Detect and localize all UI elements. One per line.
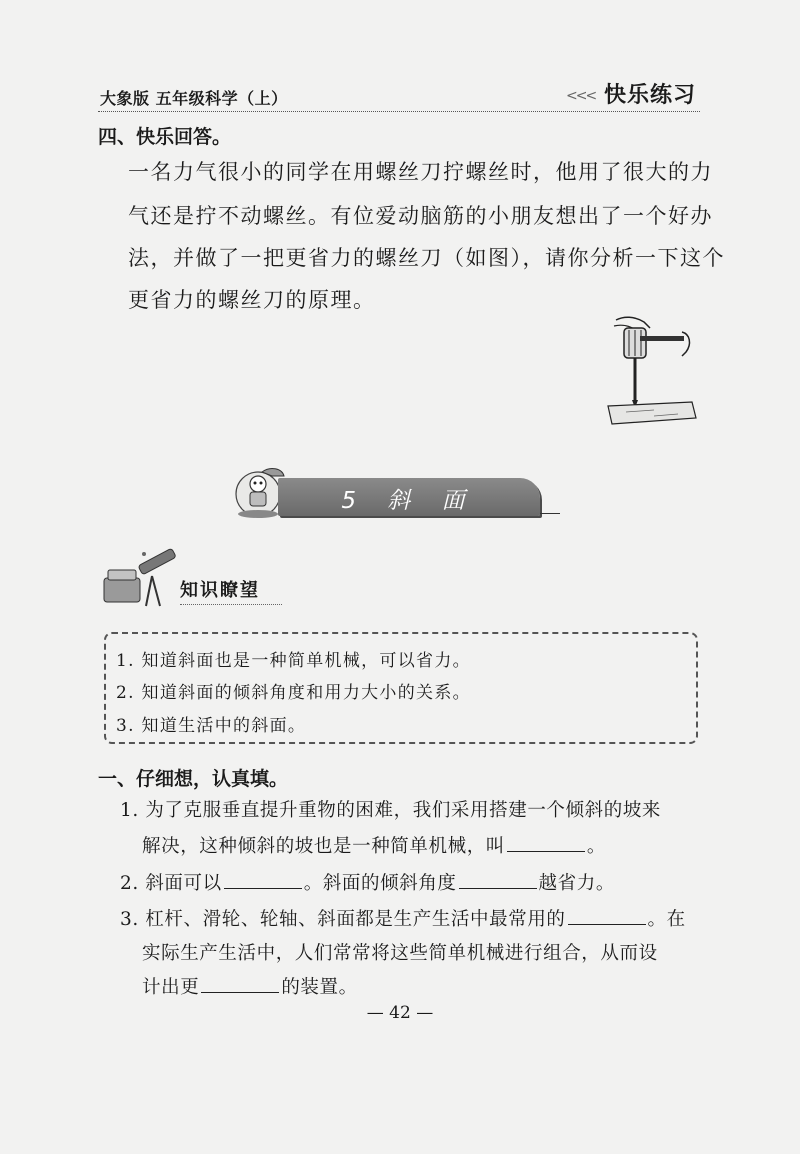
lesson-banner xyxy=(278,478,540,516)
question-1-line-1: 1. 为了克服垂直提升重物的困难，我们采用搭建一个倾斜的坡来 xyxy=(120,800,662,821)
question-3-line-3 xyxy=(142,969,358,1007)
question-3-line-3-end: 的装置。 xyxy=(281,977,358,998)
section-4-line-3: 法，并做了一把更省力的螺丝刀（如图），请你分析一下这个 xyxy=(128,246,725,270)
question-2 xyxy=(120,865,615,903)
series-title: 快乐练习 xyxy=(604,83,697,108)
knowledge-title: 知识瞭望 xyxy=(180,580,260,601)
page-number: — 42 — xyxy=(366,1003,434,1023)
section-4-line-1: 一名力气很小的同学在用螺丝刀拧螺丝时，他用了很大的力 xyxy=(128,160,713,184)
section-1-title: 一、仔细想，认真填。 xyxy=(98,768,289,790)
header-divider xyxy=(98,111,700,112)
screwdriver-illustration xyxy=(604,312,700,428)
question-3-end: 。在 xyxy=(647,909,686,930)
objective-item-2: 2. 知道斜面的倾斜角度和用力大小的关系。 xyxy=(116,683,471,703)
section-4-line-2: 气还是拧不动螺丝。有位爱动脑筋的小朋友想出了一个好办 xyxy=(128,204,713,228)
answer-blank-5[interactable] xyxy=(201,991,279,993)
answer-blank-3[interactable] xyxy=(459,887,537,889)
section-4-line-4: 更省力的螺丝刀的原理。 xyxy=(128,288,376,312)
objective-item-3: 3. 知道生活中的斜面。 xyxy=(116,716,307,736)
question-2-part-2: 。斜面的倾斜角度 xyxy=(303,873,457,894)
answer-blank-2[interactable] xyxy=(224,887,302,889)
question-1-line-2 xyxy=(142,828,606,866)
header-arrows-icon: <<< xyxy=(566,88,596,104)
answer-blank-4[interactable] xyxy=(568,923,646,925)
objective-item-1: 1. 知道斜面也是一种简单机械，可以省力。 xyxy=(116,651,471,671)
question-2-part-3: 越省力。 xyxy=(538,873,615,894)
telescope-icon xyxy=(100,548,180,610)
knowledge-title-rule xyxy=(180,604,282,605)
answer-blank-1[interactable] xyxy=(507,850,585,852)
lesson-title: 5 斜 面 xyxy=(341,488,477,514)
question-3-line-2: 实际生产生活中，人们常常将这些简单机械进行组合，从而设 xyxy=(142,943,658,964)
question-3-line-3-start: 计出更 xyxy=(142,977,200,998)
section-4-title: 四、快乐回答。 xyxy=(98,126,232,148)
question-1-end: 。 xyxy=(586,836,607,857)
lesson-banner-tail xyxy=(540,513,560,514)
question-3-line-1 xyxy=(120,901,686,939)
objectives-box xyxy=(104,632,698,744)
question-2-part-1: 2. 斜面可以 xyxy=(120,873,222,894)
question-3-text: 3. 杠杆、滑轮、轮轴、斜面都是生产生活中最常用的 xyxy=(120,909,566,930)
book-title: 大象版 五年级科学（上） xyxy=(100,89,288,108)
question-1-text: 解决，这种倾斜的坡也是一种简单机械，叫 xyxy=(142,836,505,857)
